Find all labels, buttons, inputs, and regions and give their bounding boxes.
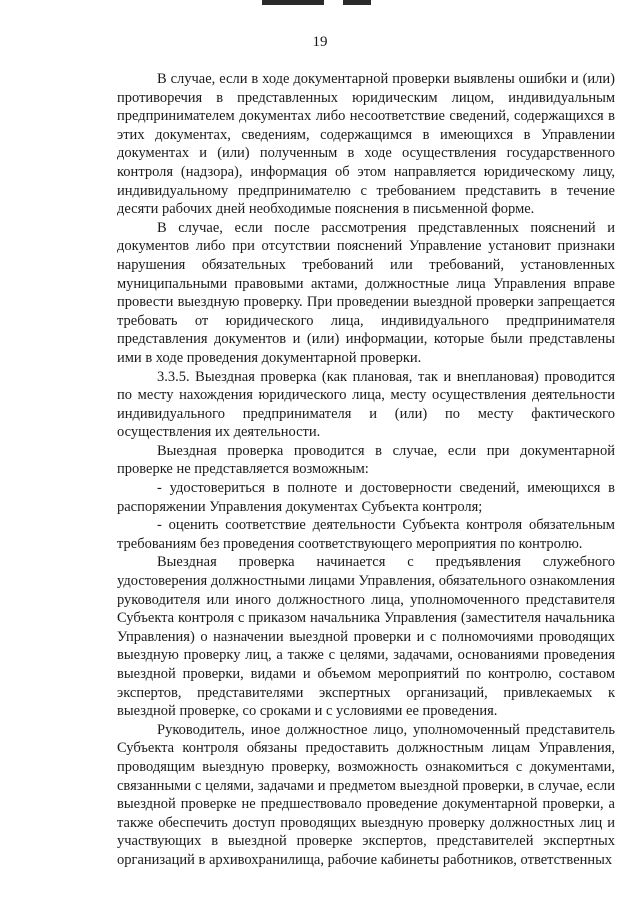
document-body (117, 70, 615, 870)
paragraph-1: В случае, если в ходе документарной проверки выявлены ошибки и (или) противоречия в представленных юридическим лицом, индивидуальным предпринимателем документах либо несоответствие сведений, содержащихся в этих документах, сведениям, содержащимся в имеющихся в Управлении документах и (или) полученным в ходе осуществления государственного контроля (надзора), информация об этом направляется юридическому лицу, индивидуальному предпринимателю с требованием представить в течение десяти рабочих дней необходимые пояснения в письменной форме. (117, 71, 615, 218)
paragraph-6: Руководитель, иное должностное лицо, уполномоченный представитель Субъекта контроля обязаны предоставить должностным лицам Управления, проводящим выездную проверку, возможность ознакомиться с документами, связанными с целями, задачами и предметом выездной проверки, в случае, если выездной проверке не предшествовало проведение документарной проверки, а также обеспечить доступ проводящих выездную проверку должностных лиц и участвующих в выездной проверке экспертов, представителей экспертных организаций в архивохранилища, рабочие кабинеты работников, ответственных (117, 721, 615, 868)
list-item-2: - оценить соответствие деятельности Субъекта контроля обязательным требованиям без проведения соответствующего мероприятия по контролю. (117, 517, 615, 552)
paragraph-3: 3.3.5. Выездная проверка (как плановая, так и внеплановая) проводится по месту нахождения юридического лица, месту осуществления деятельности индивидуального предпринимателя и (или) по месту фактического осуществления их деятельности. (117, 368, 615, 441)
paragraph-4: Выездная проверка проводится в случае, если при документарной проверке не представляется возможным: (117, 442, 615, 478)
scan-artifact-right (343, 0, 371, 5)
list-item-1: - удостовериться в полноте и достоверности сведений, имеющихся в распоряжении Управления документах Субъекта контроля; (117, 480, 615, 515)
scan-artifact-left (262, 0, 324, 5)
paragraph-5: Выездная проверка начинается с предъявления служебного удостоверения должностными лицами Управления, обязательного ознакомления руководителя или иного должностного лица, уполномоченного представителя Субъекта контроля с приказом начальника Управления (заместителя начальника Управления) о назначении выездной проверки и с полномочиями проводящих выездную проверку лиц, а также с целями, задачами, основаниями проведения выездной проверки, видами и объемом мероприятий по контролю, составом экспертов, представителями экспертных организаций, привлекаемых к выездной проверке, со сроками и с условиями ее проведения. (117, 554, 616, 720)
page-number: 19 (312, 34, 328, 50)
paragraph-2: В случае, если после рассмотрения представленных пояснений и документов либо при отсутствии пояснений Управление установит признаки нарушения обязательных требований или требований, установленных муниципальными правовыми актами, должностные лица Управления вправе провести выездную проверку. При проведении выездной проверки запрещается требовать от юридического лица, индивидуального предпринимателя представления документов и (или) информации, которые были представлены ими в ходе проведения документарной проверки. (117, 219, 615, 366)
